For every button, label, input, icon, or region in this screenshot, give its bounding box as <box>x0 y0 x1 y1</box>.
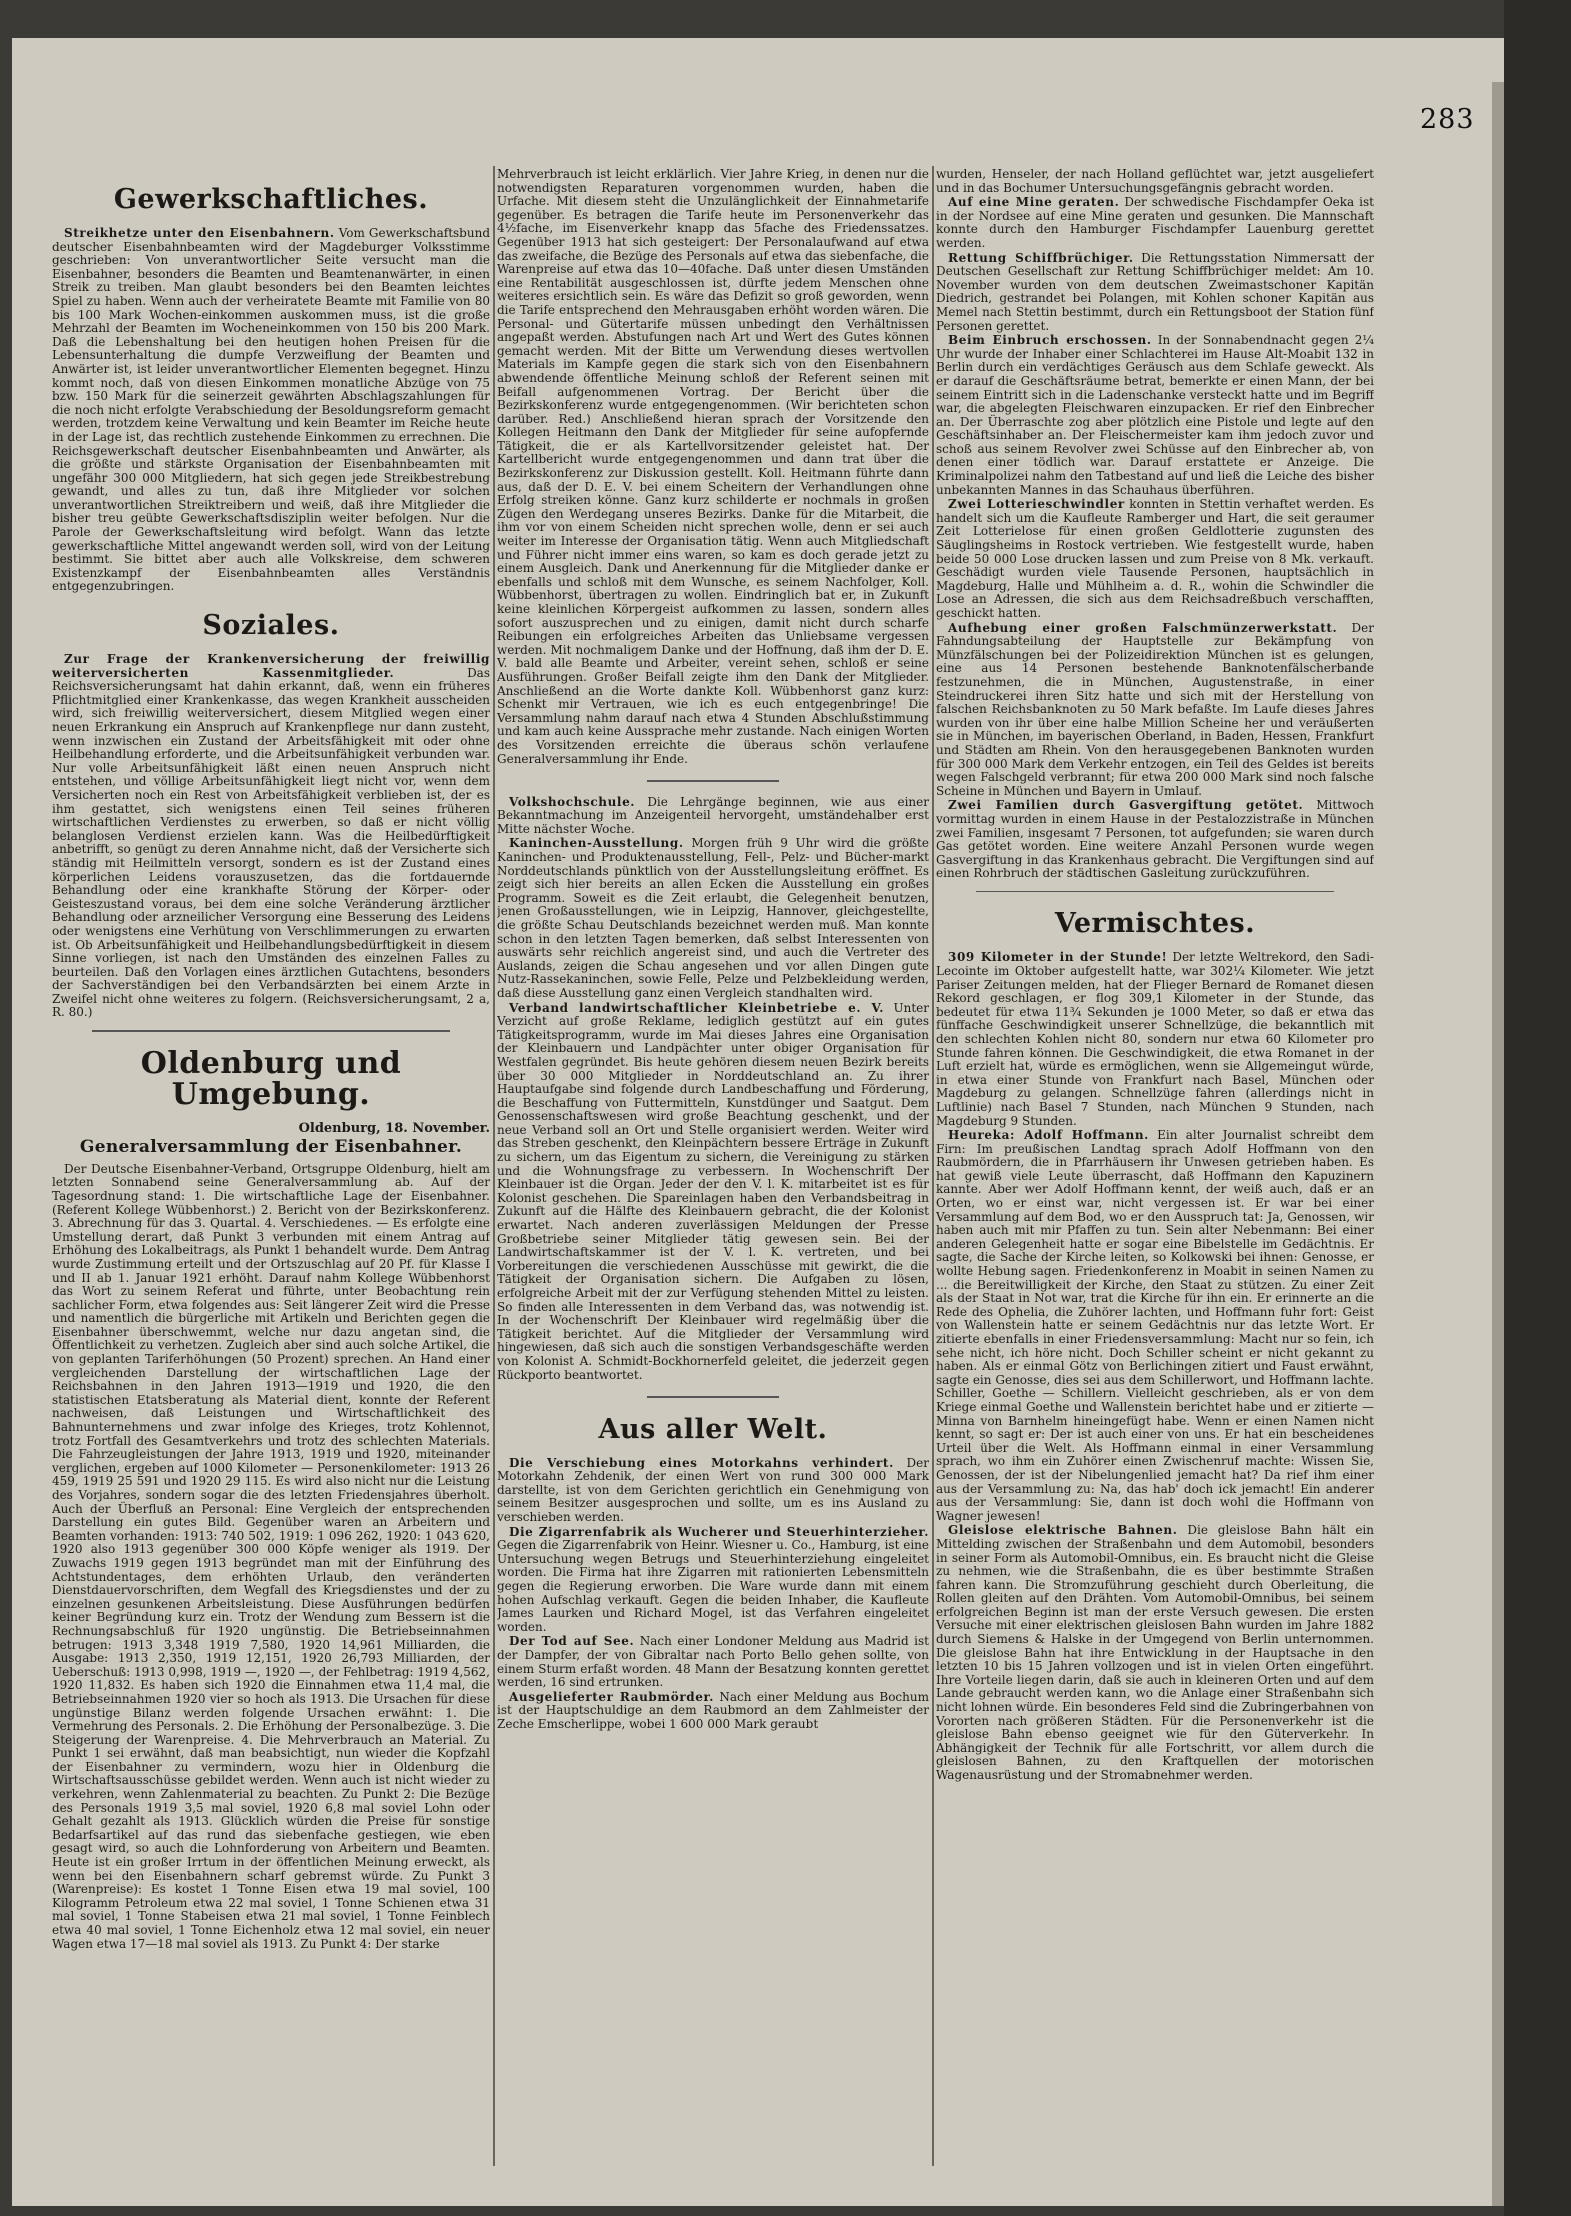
article-body: konnten in Stettin verhaftet werden. Es handelt sich um die Kaufleute Ramberger und Hart, die seit geraumer Zeit Lotterielose für einen großen Geldlotterie zugunsten des Säuglingsheims in Rostock vertrieben. Wie festgestellt wurde, haben beide 50 000 Lose drucken lassen und zum Preise von 8 Mk. verkauft. Geschädigt wurden viele Tausende Personen, hauptsächlich in Magdeburg, Halle und Mühlheim a. d. R., wohin die Schwindler die Lose an Adressen, die sich aus dem Reichsadreßbuch verschafften, geschickt hatten. <box>936 497 1374 620</box>
article-lotterieschwindler <box>936 498 1374 620</box>
article-rule <box>647 780 779 782</box>
article-falschmuenzer <box>936 622 1374 799</box>
article-kleinbetriebe <box>497 1002 929 1383</box>
article-body: Die Lehrgänge beginnen, wie aus einer Bekanntmachung im Anzeigenteil hervorgeht, umständehalber erst Mitte nächster Woche. <box>497 794 929 836</box>
article-lead: Zwei Familien durch Gasvergiftung getötet. <box>948 798 1304 813</box>
article-gleislose-bahnen <box>936 1524 1374 1782</box>
article-lead: Ausgelieferter Raubmörder. <box>509 1689 715 1704</box>
section-heading-gewerkschaftliches: Gewerkschaftliches. <box>113 184 429 215</box>
article-lead: Verband landwirtschaftlicher Kleinbetriebe e. V. <box>509 1000 885 1015</box>
page-number: 283 <box>1420 104 1475 135</box>
article-lead: Kaninchen-Ausstellung. <box>509 836 684 851</box>
article-body: Die Rettungsstation Nimmersatt der Deutschen Gesellschaft zur Rettung Schiffbrüchiger meldet: Am 10. November wurden von dem deutschen Zweimastschoner Kapitän Diedrich, gestrandet bei Polangen, mit Kohlen schoner Kapitän aus Memel nach Stettin bestimmt, durch ein Rettungsboot der Station fünf Personen gerettet. <box>936 250 1374 333</box>
page-edge <box>1492 82 1504 2206</box>
article-rekord <box>936 951 1374 1128</box>
article-lead: Rettung Schiffbrüchiger. <box>948 250 1134 265</box>
article-body: Der schwedische Fischdampfer Oeka ist in der Nordsee auf eine Mine geraten und gesunken. Die Mannschaft konnte durch den Hamburger Fischdampfer Lauenburg gerettet werden. <box>936 195 1374 250</box>
article-body: In der Sonnabendnacht gegen 2¼ Uhr wurde der Inhaber einer Schlachterei im Hause Alt-Moabit 132 in Berlin durch ein verdächtiges Geräusch aus dem Schlafe geweckt. Als er darauf die Geschäftsräume betrat, bemerkte er einen Mann, der bei seinem Eintritt sich in die Ladenschanke versteckt hatte und im Begriff war, die abgelegten Fleischwaren einzupacken. Er rief den Einbrecher an. Der Überraschte zog aber plötzlich eine Pistole und legte auf den Geschäftsinhaber an. Der Fleischermeister kam ihm jedoch zuvor und schoß aus seinem Revolver zwei Schüsse auf den Einbrecher ab, von denen einer tödlich war. Darauf erstattete er Anzeige. Die Kriminalpolizei nahm den Tatbestand auf und ließ die Leiche des bisher unbekannten Mannes in das Schauhaus überführen. <box>936 333 1374 497</box>
article-krankenversicherung <box>52 653 490 1020</box>
article-lead: Die Verschiebung eines Motorkahns verhindert. <box>509 1455 894 1470</box>
article-generalversammlung-continued: Mehrverbrauch ist leicht erklärlich. Vier Jahre Krieg, in denen nur die notwendigsten Reparaturen vorgenommen wurden, haben die Urfache. Mit diesem steht die Unzulänglichkeit der Einnahmetarife gegenüber. Es betragen die Tarife heute im Personenverkehr das 4½fache, im Eisenverkehr knapp das 5fache des Friedenssatzes. Gegenüber 1913 hat sich gesteigert: Der Personalaufwand auf etwa das zweifache, die Bezüge des Personals auf etwa das siebenfache, die Warenpreise auf etwa das 10—40fache. Daß unter diesen Umständen eine Rentabilität ausgeschlossen ist, dürfte jedem Menschen ohne weiteres ersichtlich sein. Es wäre das Defizit so groß geworden, wenn die Tarife entsprechend den Mehrausgaben erhöht worden wären. Die Personal- und Gütertarife müssen unbedingt den Verhältnissen angepaßt werden. Abstufungen nach Art und Wert des Gutes können gemacht werden. Mit der Bitte um Verwendung dieses wertvollen Materials im Kampfe gegen die stark sich von den Eisenbahnern abwendende öffentliche Meinung schloß der Referent seinen mit Beifall aufgenommenen Vortrag. Der Bericht über die Bezirkskonferenz wurde entgegengenommen. (Wir berichteten schon darüber. Red.) Anschließend hieran sprach der Vorsitzende den Kollegen Heitmann den Dank der Mitglieder für seine aufopfernde Tätigkeit, die er als Kartellvorsitzender geleistet hat. Der Kartellbericht wurde entgegengenommen und dann trat über die Bezirkskonferenz zur Diskussion gestellt. Koll. Heitmann führte dann aus, daß der D. E. V. bei einem Scheitern der Verhandlungen ohne Erfolg streiken könne. Ganz kurz schilderte er nochmals in großen Zügen den Werdegang unseres Bezirks. Danke für die Mitarbeit, die ihm vor von einem Scheiden nicht sprechen wolle, denn er sei auch weiter im Interesse der Organisation tätig. Wenn auch Mitgliedschaft und Führer nicht immer eins waren, so kam es doch gerade jetzt zu einem Ausgleich. Dank und Anerkennung für die Mitglieder danke er ebenfalls und schloß mit dem Wunsche, es seinem Nachfolger, Koll. Wübbenhorst, übertragen zu wollen. Eindringlich bat er, in Zukunft keine kleinlichen Körpergeist aufkommen zu lassen, sondern alles sofort auszusprechen und zu einigen, damit nicht durch scharfe Reibungen ein erfolgreiches Arbeiten das Unliebsame vergessen werden. Mit nochmaligem Danke und der Hoffnung, daß ihm der D. E. V. bald alle Beamte und Arbeiter, vereint sehen, schloß er seine Ausführungen. Großer Beifall zeigte ihm den Dank der Mitglieder. Anschließend an die Worte dankte Koll. Wübbenhorst ganz kurz: Schenkt mir Vertrauen, wie ich es euch entgegenbringe! Die Versammlung nahm darauf nach etwa 4 Stunden Abschlußstimmung und kam auch keine Aussprache mehr zustande. Nach einigen Worten des Vorsitzenden erreichte die überaus schön verlaufene Generalversammlung ihr Ende. <box>497 168 929 766</box>
article-body: Ein alter Journalist schreibt dem Firn: Im preußischen Landtag sprach Adolf Hoffmann von den Raubmördern, die in Pfarrhäusern ihr Unwesen getrieben haben. Es hat gewiß viele Leute überrascht, daß Hoffmann den Kapuzinern kannte. Aber wer Adolf Hoffmann kennt, der weiß auch, daß er an Orten, wo er einst war, nicht vergessen ist. Er war bei einer Versammlung auf dem Bod, wo er den Ausspruch tat: Ja, Genossen, wir haben auch mit mir Pfaffen zu tun. Sein alter Nebenmann: Bei einer anderen Gelegenheit hatte er sogar eine Bibelstelle im Gedächtnis. Er sagte, die Sache der Kirche leiten, so Kolkowski bei ihnen: Genosse, er wollte Hebung sagen. Friedenkonferenz in Moabit in seinen Namen zu ... die Bereitwilligkeit der Kirche, den Staat zu stützen. Zu einer Zeit als der Staat in Not war, trat die Kirche für ihn ein. Er erinnerte an die Rede des Ophelia, die Zuhörer lachten, und Hoffmann fuhr fort: Geist von Wallenstein hatte er seinem Gedächtnis nur das letzte Wort. Er zitierte ebenfalls in einer Friedensversammlung: Macht nur so fein, ich sehe nicht, ich höre nicht. Doch Schiller scheint er nicht gekannt zu haben. Als er einmal Götz von Berlichingen zitiert und Faust erwähnt, sagte ein Genosse, dies sei aus dem Schillerwort, und Hoffmann lachte. Schiller, Goethe — Schillern. Vielleicht geschrieben, als er von dem Kriege einmal Goethe und Wallenstein berichtet habe und er zitierte — Minna von Barnhelm hineingefügt habe. Wenn er einen Namen nicht kennt, so sagt er: Der ist auch einer von uns. Er hat ein bescheidenes Urteil über die Welt. Als Hoffmann einmal in einer Versammlung sprach, wo ihm ein Zuhörer einen Zwischenruf machte: Wissen Sie, Genossen, der ist der Nibelungenlied jemacht hat? Da rief ihm einer aus der Versammlung zu: Na, das hab' doch ick jemacht! Ein anderer aus der Versammlung: Sie, dann ist doch wohl die Hoffmann von Wagner jewesen! <box>936 1128 1374 1523</box>
article-einbruch <box>936 334 1374 497</box>
article-zigarrenfabrik <box>497 1526 929 1635</box>
section-rule <box>647 1396 779 1398</box>
section-rule <box>976 891 1334 893</box>
article-motorkahn <box>497 1457 929 1525</box>
article-mine <box>936 196 1374 250</box>
article-lead: Heureka: Adolf Hoffmann. <box>948 1128 1149 1143</box>
article-lead: Aufhebung einer großen Falschmünzerwerkstatt. <box>948 620 1338 635</box>
article-body: Morgen früh 9 Uhr wird die größte Kaninchen- und Produktenausstellung, Fell-, Pelz- und Bücher-markt Norddeutschlands pünktlich von der Ausstellungsleitung eröffnet. Es zeigt sich hier bereits an allen Ecken die Ausstellung ein großes Programm. Soweit es die Zeit erlaubt, die Gelegenheit benutzen, jenen Großausstellungen, wie in Leipzig, Hannover, gleichgestellte, die größte Schau Deutschlands bezeichnet werden muß. Man konnte schon in den letzten Tagen bemerken, daß selbst Interessenten von auswärts sehr reichlich angereist sind, und auch die Vertreter des Auslands, zeigen die Schau angesehen und vor allen Dingen gute Nutz-Rassekaninchen, sowie Felle, Pelze und Pelzbekleidung werden, daß diese Ausstellung ganz einen Vergleich standhalten wird. <box>497 836 929 1000</box>
article-lead: Zur Frage der Krankenversicherung der freiwillig weiterversicherten Kassenmitglieder. <box>52 652 490 680</box>
article-body: Nach einer Londoner Meldung aus Madrid ist der Dampfer, der von Gibraltar nach Porto Bello gehen sollte, von einem Sturm erfaßt worden. 48 Mann der Besatzung konnten gerettet werden, 16 sind ertrunken. <box>497 1634 929 1690</box>
article-lead: Volkshochschule. <box>509 794 636 809</box>
article-body: Mittwoch vormittag wurden in einem Hause in der Pestalozzistraße in München zwei Familien, insgesamt 7 Personen, tot aufgefunden; sie waren durch Gas getötet worden. Eine weitere Anzahl Personen wurde wegen Gasvergiftung in das Krankenhaus gebracht. Die Vergiftungen sind auf einen Rohrbruch der städtischen Gasleitung zurückzuführen. <box>936 798 1374 881</box>
article-lead: 309 Kilometer in der Stunde! <box>948 950 1168 965</box>
article-lead: Zwei Lotterieschwindler <box>948 497 1125 512</box>
section-heading-oldenburg: Oldenburg und Umgebung. <box>140 1045 402 1112</box>
article-volkshochschule <box>497 796 929 837</box>
article-body: Der Motorkahn Zehdenik, der einen Wert von rund 300 000 Mark darstellte, ist von dem Gerichten gerichtlich ein Genehmigung von seinem Besitzer ausgesprochen und sollte, um es ins Ausland zu verschieben werden. <box>497 1455 929 1525</box>
article-kaninchen <box>497 837 929 1000</box>
article-tod-auf-see <box>497 1635 929 1689</box>
section-heading-vermischtes: Vermischtes. <box>1054 908 1256 940</box>
section-heading-soziales: Soziales. <box>202 610 340 642</box>
article-lead: Gleislose elektrische Bahnen. <box>948 1523 1178 1538</box>
article-lead: Beim Einbruch erschossen. <box>948 333 1152 348</box>
book-binding <box>1504 0 1571 2216</box>
article-body: Das Reichsversicherungsamt hat dahin erkannt, daß, wenn ein früheres Pflichtmitglied einer Krankenkasse, das wegen Krankheit ausscheiden wird, sich freiwillig weiterversichert, diesem Mitglied wegen einer neuen Erkrankung ein Anspruch auf Krankenpflege nur dann zusteht, wenn inzwischen ein Zustand der Arbeitsfähigkeit mit oder ohne Heilbehandlung erforderte, und die Arbeitsunfähigkeit verbunden war. Nur volle Arbeitsunfähigkeit läßt einen neuen Anspruch nicht entstehen, und völlige Arbeitsunfähigkeit liegt nicht vor, wenn dem Versicherten noch ein Rest von Arbeitsfähigkeit verblieben ist, der es ihm gestattet, sich wenigstens einen Teil seines früheren wirtschaftlichen Verdienstes zu erwerben, so daß er nicht völlig belanglosen Verdienst erzielen kann. Was die Heilbedürftigkeit anbetrifft, so genügt zu deren Annahme nicht, daß der Versicherte sich ständig mit Heilmitteln versorgt, sondern es ist der Zustand eines körperlichen Leidens vorauszusetzen, das die fortdauernde Behandlung oder eine krankhafte Störung der Körper- oder Geisteszustand voraus, bei dem eine solche Veränderung ärztlicher Behandlung oder arzneilicher Versorgung eine Besserung des Leidens oder wenigstens eine Verhütung von Verschlimmerungen zu erwarten ist. Ob Arbeitsunfähigkeit und Heilbehandlungsbedürftigkeit in diesem Sinne vorliegen, ist nach den Umständen des einzelnen Falles zu beurteilen. Daß den Vorlagen eines ärztlichen Gutachtens, besonders der Sachverständigen bei den Verbandsärzten bei einem Arzte in Zweifel nicht ohne weiteres zu folgern. (Reichsversicherungsamt, 2 a, R. 80.) <box>52 665 490 1020</box>
article-body: Die gleislose Bahn hält ein Mittelding zwischen der Straßenbahn und dem Automobil, besonders in seiner Form als Automobil-Omnibus, ein. Es braucht nicht die Gleise zu nehmen, wie die Straßenbahn, die es über bestimmte Straßen fahren kann. Die Stromzuführung geschieht durch Oberleitung, die Rollen gleiten auf den Drähten. Vom Automobil-Omnibus, bei seinem erfolgreichen Beginn ist man der erste Versuch gewesen. Die ersten Versuche mit einer elektrischen gleislosen Bahn wurden im Jahre 1882 durch Siemens & Halske in der Umgegend von Berlin unternommen. Die gleislose Bahn hat ihre Entwicklung in der Hauptsache in den letzten 10 bis 15 Jahren vollzogen und ist in vielen Orten eingeführt. Ihre Vorteile liegen darin, daß sie auch in kleineren Orten und auf dem Lande gebraucht werden kann, wo die Anlage einer Straßenbahn sich nicht lohnen würde. Ein besonderes Feld sind die Zubringerbahnen von Vororten nach größeren Städten. Für die Personenverkehr ist die gleislose Bahn ebenso geeignet wie für den Güterverkehr. In Abhängigkeit der Technik für alle Fortschritt, vor allem durch die gleislosen Bahnen, zu den Kraftquellen der motorischen Wagenausrüstung und der Stromabnehmer werden. <box>936 1523 1374 1782</box>
column-middle <box>497 168 929 2186</box>
article-lead: Die Zigarrenfabrik als Wucherer und Steuerhinterzieher. <box>509 1524 929 1539</box>
article-heading-generalversammlung: Generalversammlung der Eisenbahner. <box>79 1137 463 1158</box>
article-lead: Streikhetze unter den Eisenbahnern. <box>64 226 335 240</box>
article-lead: Auf eine Mine geraten. <box>948 195 1120 210</box>
article-body: Nach einer Meldung aus Bochum ist der Hauptschuldige an dem Raubmord an dem Zahlmeister der Zeche Emscherlippe, wobei 1 600 000 Mark geraubt <box>497 1689 929 1731</box>
article-body: Vom Gewerkschaftsbund deutscher Eisenbahnbeamten wird der Magdeburger Volksstimme geschrieben: Von unverantwortlicher Seite versucht man die Eisenbahner, besonders die Beamten und Beamtenanwärter, in einen Streik zu treiben. Man glaubt besonders bei den Beamten leichtes Spiel zu haben. Wenn auch der verheiratete Beamte mit Familie von 80 bis 100 Mark Wochen-einkommen auskommen muss, ist die große Mehrzahl der Beamten im Wocheneinkommen von 150 bis 200 Mark. Daß die Lebenshaltung bei den heutigen hohen Preisen für die Lebensunterhaltung die dumpfe Verzweiflung der Beamten und Anwärter ist, ist leider unverantwortlicher Elementen begegnet. Hinzu kommt noch, daß von diesen Einkommen monatliche Abzüge von 75 bzw. 150 Mark für die seinerzeit gewährten Abschlagszahlungen für die noch nicht erfolgte Verabschiedung der Besoldungsreform gemacht werden, trotzdem keine Verwaltung und kein Beamter im Reiche heute in der Lage ist, das rechtlich zustehende Einkommen zu errechnen. Die Reichsgewerkschaft deutscher Eisenbahnbeamten und Anwärter, als die größte und stärkste Organisation der Eisenbahnbeamten mit ungefähr 300 000 Mitgliedern, hat sich gegen jede Streikbestrebung gewandt, und alles zu tun, daß ihre Mitglieder vor solchen unverantwortlichen Streiktreibern und weiß, daß ihre Mitglieder die bisher treu geübte Gewerkschaftsdisziplin weiter befolgen. Nur die Parole der Gewerkschaftsleitung wird befolgt. Wann das letzte gewerkschaftliche Mittel angewandt werden soll, wird von der Leitung bestimmt. Sie bittet aber auch alle Volkskreise, dem schweren Existenzkampf der Eisenbahnbeamten alles Verständnis entgegenzubringen. <box>52 226 490 594</box>
article-generalversammlung: Der Deutsche Eisenbahner-Verband, Ortsgruppe Oldenburg, hielt am letzten Sonnabend seine Generalversammlung ab. Auf der Tagesordnung stand: 1. Die wirtschaftliche Lage der Eisenbahner. (Referent Kollege Wübbenhorst.) 2. Bericht von der Bezirkskonferenz. 3. Abrechnung für das 3. Quartal. 4. Verschiedenes. — Es erfolgte eine Umstellung derart, daß Punkt 3 verbunden mit einem Antrag auf Erhöhung des Lokalbeitrags, als Punkt 1 behandelt wurde. Dem Antrag wurde Zustimmung erteilt und der Ortszuschlag auf 20 Pf. für Klasse I und II ab 1. Januar 1921 erhöht. Darauf nahm Kollege Wübbenhorst das Wort zu seinem Referat und führte, unter Beobachtung rein sachlicher Form, etwa folgendes aus: Seit längerer Zeit wird die Presse und namentlich die bürgerliche mit Artikeln und Berichten gegen die Eisenbahner überschwemmt, welche nur dazu angetan sind, die Öffentlichkeit zu verhetzen. Zugleich aber sind auch solche Artikel, die von geplanten Tariferhöhungen (50 Prozent) sprechen. An Hand einer vergleichenden Darstellung der wirtschaftlichen Lage der Reichsbahnen in den Jahren 1913—1919 und 1920, die den statistischen Etatsberatung als Material dient, konnte der Referent nachweisen, daß Leistungen und Wirtschaftlichkeit des Bahnunternehmens und zwar infolge des Krieges, trotz Kohlennot, trotz Fortfall des Gesamtverkehrs und trotz des schlechten Materials. Die Fahrzeugleistungen der Jahre 1913, 1919 und 1920, miteinander verglichen, ergeben auf 1000 Kilometer — Personenkilometer: 1913 26 459, 1919 25 591 und 1920 29 115. Es wird also nicht nur die Leistung des Vorjahres, sondern sogar die des letzten Friedensjahres überholt. Auch der Überfluß an Personal: Eine Vergleich der entsprechenden Darstellung ein gutes Bild. Gegenüber waren an Arbeitern und Beamten vorhanden: 1913: 740 502, 1919: 1 096 262, 1920: 1 043 620, 1920 also 1913 gegenüber 300 000 Köpfe weniger als 1919. Der Zuwachs 1919 gegen 1913 begründet man mit der Einführung des Achtstundentages, dem erhöhten Urlaub, den veränderten Dienstdauervorschriften, dem Wegfall des Kriegsdienstes und der zu einzelnen gesunkenen Arbeitsleistung. Diese Ausführungen bedürfen keiner Begründung kurz ein. Trotz der Wendung zum Bessern ist die Rechnungsabschluß für 1920 ungünstig. Die Betriebseinnahmen betrugen: 1913 3,348 1919 7,580, 1920 14,961 Milliarden, die Ausgabe: 1913 2,350, 1919 12,151, 1920 26,793 Milliarden, der Ueberschuß: 1913 0,998, 1919 —, 1920 —, der Fehlbetrag: 1919 4,562, 1920 11,832. Es haben sich 1920 die Einnahmen etwa 11,4 mal, die Betriebseinnahmen 1920 vier so hoch als 1913. Die Ursachen für diese ungünstige Bilanz werden folgende Ursachen erwähnt: 1. Die Vermehrung des Personals. 2. Die Erhöhung der Personalbezüge. 3. Die Steigerung der Warenpreise. 4. Die Mehrverbrauch an Material. Zu Punkt 1 sei erwähnt, daß man beabsichtigt, nun wieder die Kopfzahl der Eisenbahner zu vermindern, wozu hier in Oldenburg die Wirtschaftsausschüsse gebildet werden. Wenn auch ist nicht wieder zu verkehren, wenn Zahlenmaterial zu beachten. Zu Punkt 2: Die Bezüge des Personals 1919 3,5 mal soviel, 1920 6,8 mal soviel Lohn oder Gehalt gezahlt als 1913. Glücklich würden die Preise für sonstige Bedarfsartikel auf das rund das siebenfache gestiegen, wie eben gesagt wird, so auch die Lohnforderung von Arbeitern und Beamten. Heute ist ein großer Irrtum in der öffentlichen Meinung erweckt, als wenn bei den Eisenbahnern scharf gebremst würde. Zu Punkt 3 (Warenpreise): Es kostet 1 Tonne Eisen etwa 19 mal soviel, 100 Kilogramm Petroleum etwa 22 mal soviel, 1 Tonne Schienen etwa 31 mal soviel, 1 Tonne Stabeisen etwa 21 mal soviel, 1 Tonne Feinblech etwa 40 mal soviel, 1 Tonne Eichenholz etwa 12 mal soviel, ein neuer Wagen etwa 17—18 mal soviel als 1913. Zu Punkt 4: Der starke <box>52 1161 490 1951</box>
column-left <box>52 168 490 2186</box>
article-gasvergiftung <box>936 799 1374 881</box>
newspaper-page <box>12 38 1504 2206</box>
article-streikhetze <box>52 227 490 594</box>
article-lead: Der Tod auf See. <box>509 1634 635 1649</box>
article-rettung <box>936 252 1374 334</box>
section-rule <box>92 1030 450 1032</box>
column-right <box>936 168 1374 2186</box>
column-divider <box>932 166 934 2166</box>
article-body: Gegen die Zigarrenfabrik von Heinr. Wiesner u. Co., Hamburg, ist eine Untersuchung wegen Betrugs und Steuerhinterziehung eingeleitet worden. Die Firma hat ihre Zigarren mit rationierten Lebensmitteln gegen die Regierung erworben. Die Ware wurde dann mit einem hohen Aufschlag verkauft. Gegen die beiden Inhaber, die Kaufleute James Laurken und Richard Mogel, ist das Verfahren eingeleitet worden. <box>497 1538 929 1634</box>
section-heading-aus-aller-welt: Aus aller Welt. <box>598 1413 828 1445</box>
article-body: Der Fahndungsabteilung der Hauptstelle zur Bekämpfung von Münzfälschungen bei der Polizeidirektion München ist es gelungen, eine aus 14 Personen bestehende Banknotenfälscherbande festzunehmen, die in München, Augustenstraße, in einer Steindruckerei ihren Sitz hatte und sich mit der Herstellung von falschen Reichsbanknoten zu 50 Mark befaßte. Im Laufe dieses Jahres wurden von ihr über eine halbe Million Scheine her und veräußerten sie in München, im bayerischen Oberland, in Baden, Hessen, Frankfurt und Städten am Rhein. Von den herausgegebenen Banknoten wurden für 300 000 Mark dem Verkehr entzogen, ein Teil des Geldes ist bereits wegen Falschgeld verbrannt; für etwa 200 000 Mark sind noch falsche Scheine in München und Bayern in Umlauf. <box>936 620 1374 798</box>
article-raubmoerder-continued: wurden, Henseler, der nach Holland geflüchtet war, jetzt ausgeliefert und in das Bochumer Untersuchungsgefängnis gebracht worden. <box>936 168 1374 195</box>
article-raubmoerder <box>497 1691 929 1732</box>
article-body: Unter Verzicht auf große Reklame, lediglich gestützt auf ein gutes Tätigkeitsprogramm, wurde im Mai dieses Jahres eine Organisation der Kleinbauern und Landpächter unter obiger Organisation für Westfalen gegründet. Bis heute gehören diesem neuen Bezirk bereits über 30 000 Mitglieder in Norddeutschland an. Zu ihrer Hauptaufgabe sind folgende durch Landbeschaffung und Förderung, die Beschaffung von Futtermitteln, Kunstdünger und Saatgut. Dem Genossenschaftswesen wird große Beachtung geschenkt, und der neue Verband soll an Ort und Stelle organisiert werden. Weiter wird das Streben geschenkt, den Kleinpächtern bessere Erträge in Zukunft zu sichern, um das Eigentum zu sichern, die Vereinigung zu stärken und die Wohnungsfrage zu verbessern. In Wochenschrift Der Kleinbauer ist die Organ. Jeder der den V. l. K. mitarbeitet ist es für Kolonist geschehen. Die Spareinlagen haben den Verbandsbeitrag in Zukunft auf die Hälfte des Kleinbauern gebracht, die der Kolonist erwartet. Nach anderen zuverlässigen Meldungen der Presse Großbetriebe seiner Mitglieder tätig gewesen sein. Bei der Landwirtschaftskammer ist der V. l. K. vertreten, und bei Vorbereitungen die verschiedenen Ausschüsse mit gewirkt, die die Tätigkeit der Organisation sichern. Die Aufgaben zu lösen, erfolgreiche Arbeit mit der zur Verfügung stehenden Mittel zu leisten. So finden alle Interessenten in dem Verband das, was notwendig ist. In der Wochenschrift Der Kleinbauer wird regelmäßig über die Tätigkeit berichtet. Auf die Mitglieder der Versammlung wird hingewiesen, daß sich auch die sonstigen Verbandsgeschäfte werden von Kolonist A. Schmidt-Bockhornerfeld geleitet, die jederzeit gegen Rückporto beantwortet. <box>497 1000 929 1382</box>
dateline: Oldenburg, 18. November. <box>298 1120 490 1136</box>
article-body: Der letzte Weltrekord, den Sadi-Lecointe im Oktober aufgestellt hatte, war 302¼ Kilometer. Wie jetzt Pariser Zeitungen melden, hat der Flieger Bernard de Romanet diesen Rekord geschlagen, er flog 309,1 Kilometer in der Stunde, das bedeutet für etwa 11¾ Sekunden je 1000 Meter, so daß er etwa das fünffache Geschwindigkeit unserer Schnellzüge, die bekanntlich mit den schlechten Kohlen nicht 80, sondern nur etwa 60 Kilometer pro Stunde fahren können. Die Geschwindigkeit, die etwa Romanet in der Luft erzielt hat, würde es ermöglichen, wenn sie Allgemeingut würde, in etwa einer Stunde von Frankfurt nach Basel, München oder Magdeburg zu gelangen. Schnellzüge fahren (allerdings nicht in Luftlinie) nach Basel 7 Stunden, nach München 9 Stunden, nach Magdeburg 9 Stunden. <box>936 950 1374 1128</box>
article-hoffmann <box>936 1129 1374 1523</box>
column-divider <box>493 166 495 2166</box>
